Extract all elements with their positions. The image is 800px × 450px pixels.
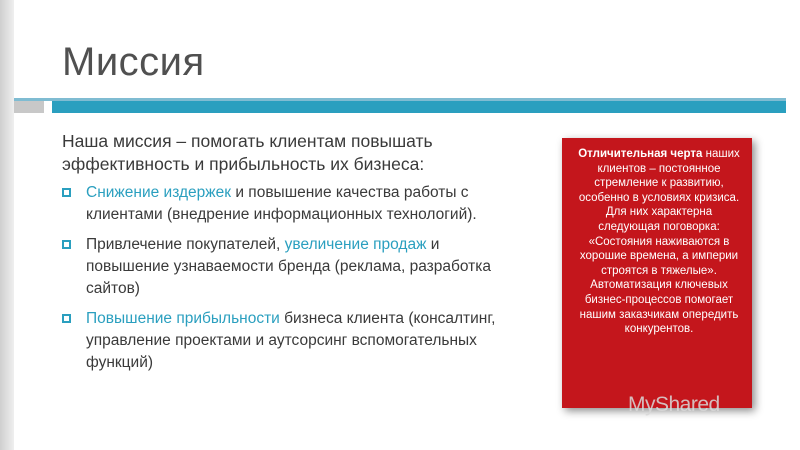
- square-bullet-icon: [62, 314, 71, 323]
- title-rule-grey-block: [14, 101, 44, 113]
- square-bullet-icon: [62, 240, 71, 249]
- left-decorative-bar: [0, 0, 14, 450]
- bullet-cost-reduction: [62, 182, 512, 226]
- bullet-text: и повышение узнаваемости бренда (реклама, разработка сайтов): [86, 236, 491, 297]
- mission-bullet-list: [62, 182, 512, 382]
- bullet-text: и повышение качества работы с клиентами (внедрение информационных технологий).: [86, 184, 477, 223]
- bullet-highlight: увеличение продаж: [284, 236, 427, 253]
- square-bullet-icon: [62, 188, 71, 197]
- bullet-prefix: Привлечение покупателей,: [86, 236, 285, 253]
- mission-intro: Наша миссия – помогать клиентам повышать эффективность и прибыльность их бизнеса:: [62, 131, 433, 174]
- slide-title: Миссия: [62, 40, 205, 84]
- bullet-customer-acquisition: [62, 234, 512, 300]
- title-rule-accent: [52, 101, 786, 113]
- bullet-text: бизнеса клиента (консалтинг, управление проектами и аутсорсинг вспомогательных функций): [86, 310, 496, 371]
- callout-body: наших клиентов – постоянное стремление к развитию, особенно в условиях кризиса. Для них характерна следующая поговорка: «Состояния наживаются в хорошие времена, а империи строятся в тяжелые». Автоматизация ключевых бизнес-процессов помогает нашим заказчикам опередить конкурентов.: [578, 148, 740, 336]
- watermark-logo: MyShared: [628, 393, 720, 416]
- bullet-profitability: [62, 308, 512, 374]
- callout-lead: Отличительная черта: [578, 148, 703, 160]
- callout-box: [562, 138, 752, 408]
- bullet-highlight: Снижение издержек: [86, 184, 232, 201]
- bullet-highlight: Повышение прибыльности: [86, 310, 280, 327]
